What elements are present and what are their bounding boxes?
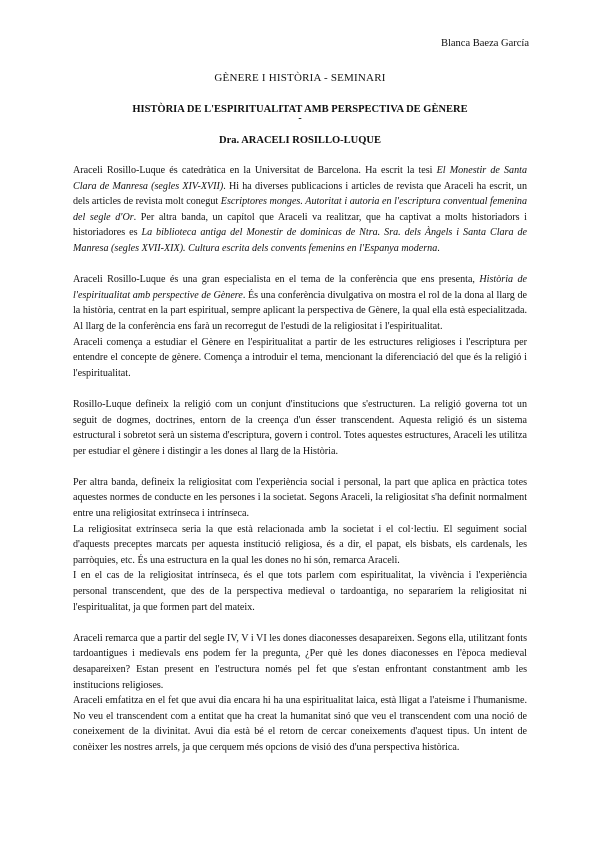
speaker-name: Dra. ARACELI ROSILLO-LUQUE: [219, 135, 381, 146]
paragraph-secular-spirituality: Araceli emfatitza en el fet que avui dia encara hi ha una espiritualitat laica, està lligat a l'ateisme i l'humanisme. No veu el transcendent com a entitat que ha creat la humanitat sinó que veu el transcendent com una noció de coneixement de la divinitat. Avui dia està bé el retorn de cercar coneixements d'aquest tipus. Un intent de conèixer les nostres arrels, ja que cerquem més opcions de visió des d'una perspectiva històrica.: [73, 695, 527, 753]
text-run: . Per altra banda, un capítol que Araceli va realitzar, que ha captivat a molts historiadors i historiadores es: [73, 211, 527, 239]
paragraph-religion-definition: Rosillo-Luque defineix la religió com un conjunt d'institucions que s'estructuren. La religió governa tot un seguit de dogmes, doctrines, entorn de la creença d'un ésser transcendent. Aquesta religió és un sistema estructural i sobretot serà un sistema d'escriptura, govern i control. Totes aquestes estructures, Araceli les utilitza per estudiar el gènere i distingir a les dones al llarg de la Història.: [73, 398, 527, 457]
text-run: . És una conferència divulgativa on mostra el rol de la dona al llarg de la història, centrat en la part espiritual, sempre aplicant la perspectiva de Gènere, la qual ella està especialitzada. Al llarg de la conferència ens farà un recorregut de l'estudi de la religiositat i l'espiritualitat.: [73, 289, 527, 332]
seminar-series-title: GÈNERE I HISTÒRIA - SEMINARI: [214, 72, 386, 84]
chapter-title: La biblioteca antiga del Monestir de dominicas de Ntra. Sra. dels Àngels i Santa Clara de Manresa (segles XVII-XIX). Cultura escrita dels convents femenins en l'Espanya moderna: [73, 227, 527, 254]
paragraph-gender-study: Araceli comença a estudiar el Gènere en l'espiritualitat a partir de les estructures religioses i l'escriptura per entendre el concepte de gènere. Comença a introduir el tema, mencionant la diferenciació del que és la religió i l'espiritualitat.: [73, 336, 527, 379]
title-separator: -: [298, 113, 302, 124]
text-run: Araceli Rosillo-Luque és catedràtica en la Universitat de Barcelona. Ha escrit la tesi: [73, 165, 437, 176]
paragraph-intrinsic: I en el cas de la religiositat intrínseca, és el que tots parlem com espiritualitat, la vivència i l'experiència personal transcendent, que des de la perspectiva medieval o tardoantiga, no separaríem la religiositat ni l'espiritualitat, ja que formen part del mateix.: [73, 570, 527, 613]
paragraph-religiosity: Per altra banda, defineix la religiositat com l'experiència social i personal, la part que aplica en pràctica totes aquestes normes de conducte en les persones i la societat. Segons Araceli, la religiositat s'ha definit normalment entre una religiositat extrínseca i intrínseca.: [73, 476, 527, 520]
document-body: [73, 163, 527, 756]
text-run: Araceli Rosillo-Luque és una gran especialista en el tema de la conferència que ens presenta,: [73, 274, 480, 286]
paragraph-deaconesses: Araceli remarca que a partir del segle IV, V i VI les dones diaconesses desapareixen. Segons ella, utilitzant fonts tardoantigues i medievals ens podem fer la pregunta, ¿Per què les dones diaconesses en l'època medieval desapareixen? Estan present en l'estructura només pel fet que s'estan enfrontant constantment amb les institucions religioses.: [73, 632, 527, 691]
paragraph-conference: [73, 272, 527, 334]
article-title: Escriptores monges. Autoritat i autoria en l'escriptura conventual femenina del segle d'Or: [73, 196, 528, 223]
text-run: .: [437, 242, 440, 254]
text-run: . Hi ha diverses publicacions i articles de revista que Araceli ha escrit, un dels articles de revista molt conegut: [73, 180, 527, 208]
paragraph-extrinsic: La religiositat extrínseca seria la que està relacionada amb la societat i el col·lectiu. El seguiment social d'aquests preceptes marcats per aquesta institució religiosa, és a dir, el papat, els bisbats, els cardenals, les parròquies, etc. És una estructura en la qual les dones no hi són, remarca Araceli.: [73, 523, 527, 566]
thesis-title: El Monestir de Santa Clara de Manresa (segles XIV-XVII): [73, 165, 527, 192]
document-title: HISTÒRIA DE L'ESPIRITUALITAT AMB PERSPECTIVA DE GÈNERE: [132, 104, 468, 115]
author-name: Blanca Baeza García: [440, 38, 529, 49]
conference-title: Història de l'espiritualitat amb perspective de Gènere: [73, 274, 527, 301]
paragraph-intro: [73, 163, 527, 257]
